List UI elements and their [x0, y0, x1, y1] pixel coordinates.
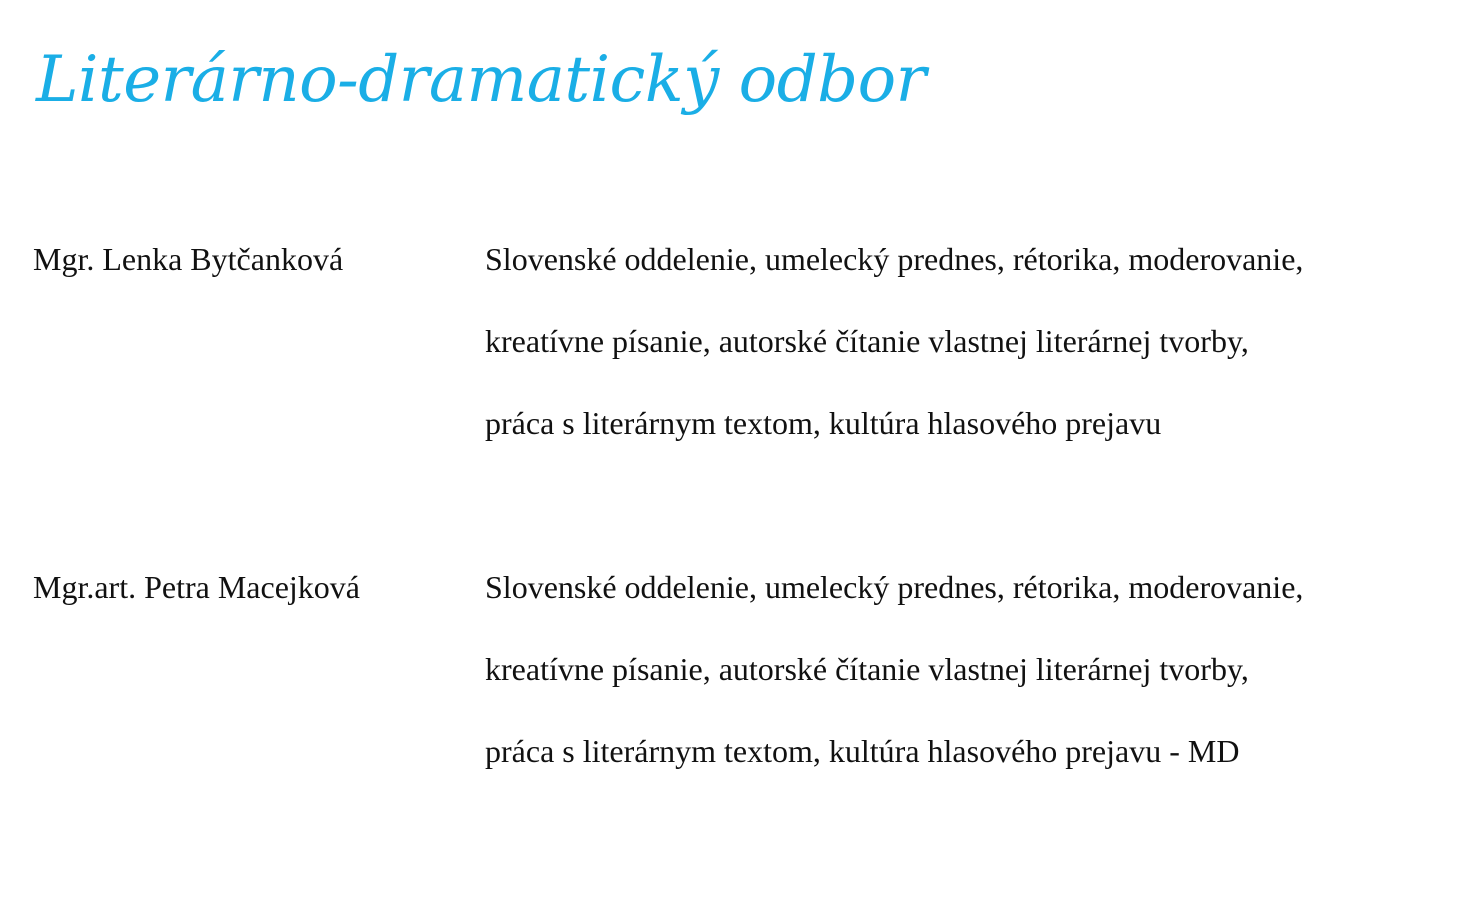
- staff-name: Mgr.art. Petra Macejková: [33, 569, 360, 605]
- page-title: Literárno-dramatický odbor: [36, 43, 926, 117]
- staff-description: [485, 560, 1303, 806]
- description-line: práca s literárnym textom, kultúra hlasového prejavu: [485, 405, 1162, 441]
- description-line: Slovenské oddelenie, umelecký prednes, rétorika, moderovanie,: [485, 569, 1304, 605]
- description-line: Slovenské oddelenie, umelecký prednes, rétorika, moderovanie,: [485, 241, 1304, 277]
- staff-description: [485, 232, 1303, 478]
- staff-name: Mgr. Lenka Bytčanková: [33, 241, 344, 277]
- description-line: kreatívne písanie, autorské čítanie vlastnej literárnej tvorby,: [485, 323, 1249, 359]
- description-line: kreatívne písanie, autorské čítanie vlastnej literárnej tvorby,: [485, 651, 1249, 687]
- description-line: práca s literárnym textom, kultúra hlasového prejavu - MD: [485, 733, 1240, 769]
